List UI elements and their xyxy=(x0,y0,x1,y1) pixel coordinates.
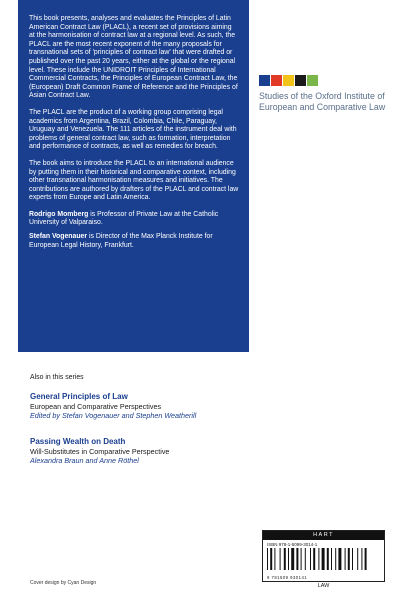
book-editors: Edited by Stefan Vogenauer and Stephen Weatherill xyxy=(30,411,197,420)
book-title: Passing Wealth on Death xyxy=(30,437,126,446)
author-name-2: Stefan Vogenauer xyxy=(29,233,88,241)
swatch-black xyxy=(295,75,306,86)
swatch-blue xyxy=(259,75,270,86)
barcode-digits: 9 781509 930141 xyxy=(267,575,308,580)
category-label: LAW xyxy=(317,583,330,589)
series-color-swatches xyxy=(259,75,389,86)
book-editors: Alexandra Braun and Anne Röthel xyxy=(30,456,139,465)
author-bio-2 xyxy=(29,233,239,250)
author-bio-text-2: is Director of the Max Planck Institute for European Legal History, Frankfurt. xyxy=(29,233,213,249)
blurb-paragraph-3: The book aims to introduce the PLACL to an international audience by putting them in their historical and comparative context, including other transnational harmonisation measures and initiatives. The contributions are authored by drafters of the PLACL and contract law experts from Europe and Latin America. xyxy=(29,159,239,202)
blurb-panel xyxy=(18,0,249,352)
isbn-text: ISBN 978-1-5099-3014-1 xyxy=(267,542,318,547)
barcode-icon xyxy=(267,548,382,570)
author-bio-text-1: is Professor of Private Law at the Catholic University of Valparaiso. xyxy=(29,210,219,227)
series-book-1 xyxy=(30,392,290,420)
also-in-series-heading: Also in this series xyxy=(30,374,84,381)
swatch-yellow xyxy=(283,75,294,86)
swatch-red xyxy=(271,75,282,86)
blurb-paragraph-2: The PLACL are the product of a working group comprising legal academics from Argentina, Brazil, Colombia, Chile, Paraguay, Uruguay and Venezuela. The 111 articles of the instrument deal with problems of general contract law, such as formation, interpretation and performance of contracts, as well as remedies for breach. xyxy=(29,108,237,151)
publisher-label: HART xyxy=(263,531,384,540)
author-bio-1 xyxy=(29,211,239,228)
author-name-1: Rodrigo Momberg xyxy=(29,210,89,218)
series-logo xyxy=(259,75,389,112)
series-title: Studies of the Oxford Institute of European and Comparative Law xyxy=(259,91,386,112)
cover-design-credit: Cover design by Cyan Design xyxy=(30,580,97,586)
book-subtitle: European and Comparative Perspectives xyxy=(30,402,162,411)
book-title: General Principles of Law xyxy=(30,392,128,401)
barcode-block xyxy=(262,530,385,582)
series-book-2 xyxy=(30,437,290,465)
book-subtitle: Will-Substitutes in Comparative Perspective xyxy=(30,447,170,456)
swatch-green xyxy=(307,75,318,86)
blurb-paragraph-1: This book presents, analyses and evaluates the Principles of Latin American Contract Law (PLACL), a recent set of provisions aiming at the harmonisation of contract law at a regional level. As such, the PLACL are the most recent exponent of the many proposals for transnational sets of 'principles of contract law' that were drafted or published over the past 20 years, either at the global or the regional level. These include the UNIDROIT Principles of International Commercial Contracts, the Principles of European Contract Law, the (European) Draft Common Frame of Reference and the Principles of Asian Contract Law. xyxy=(29,15,238,100)
